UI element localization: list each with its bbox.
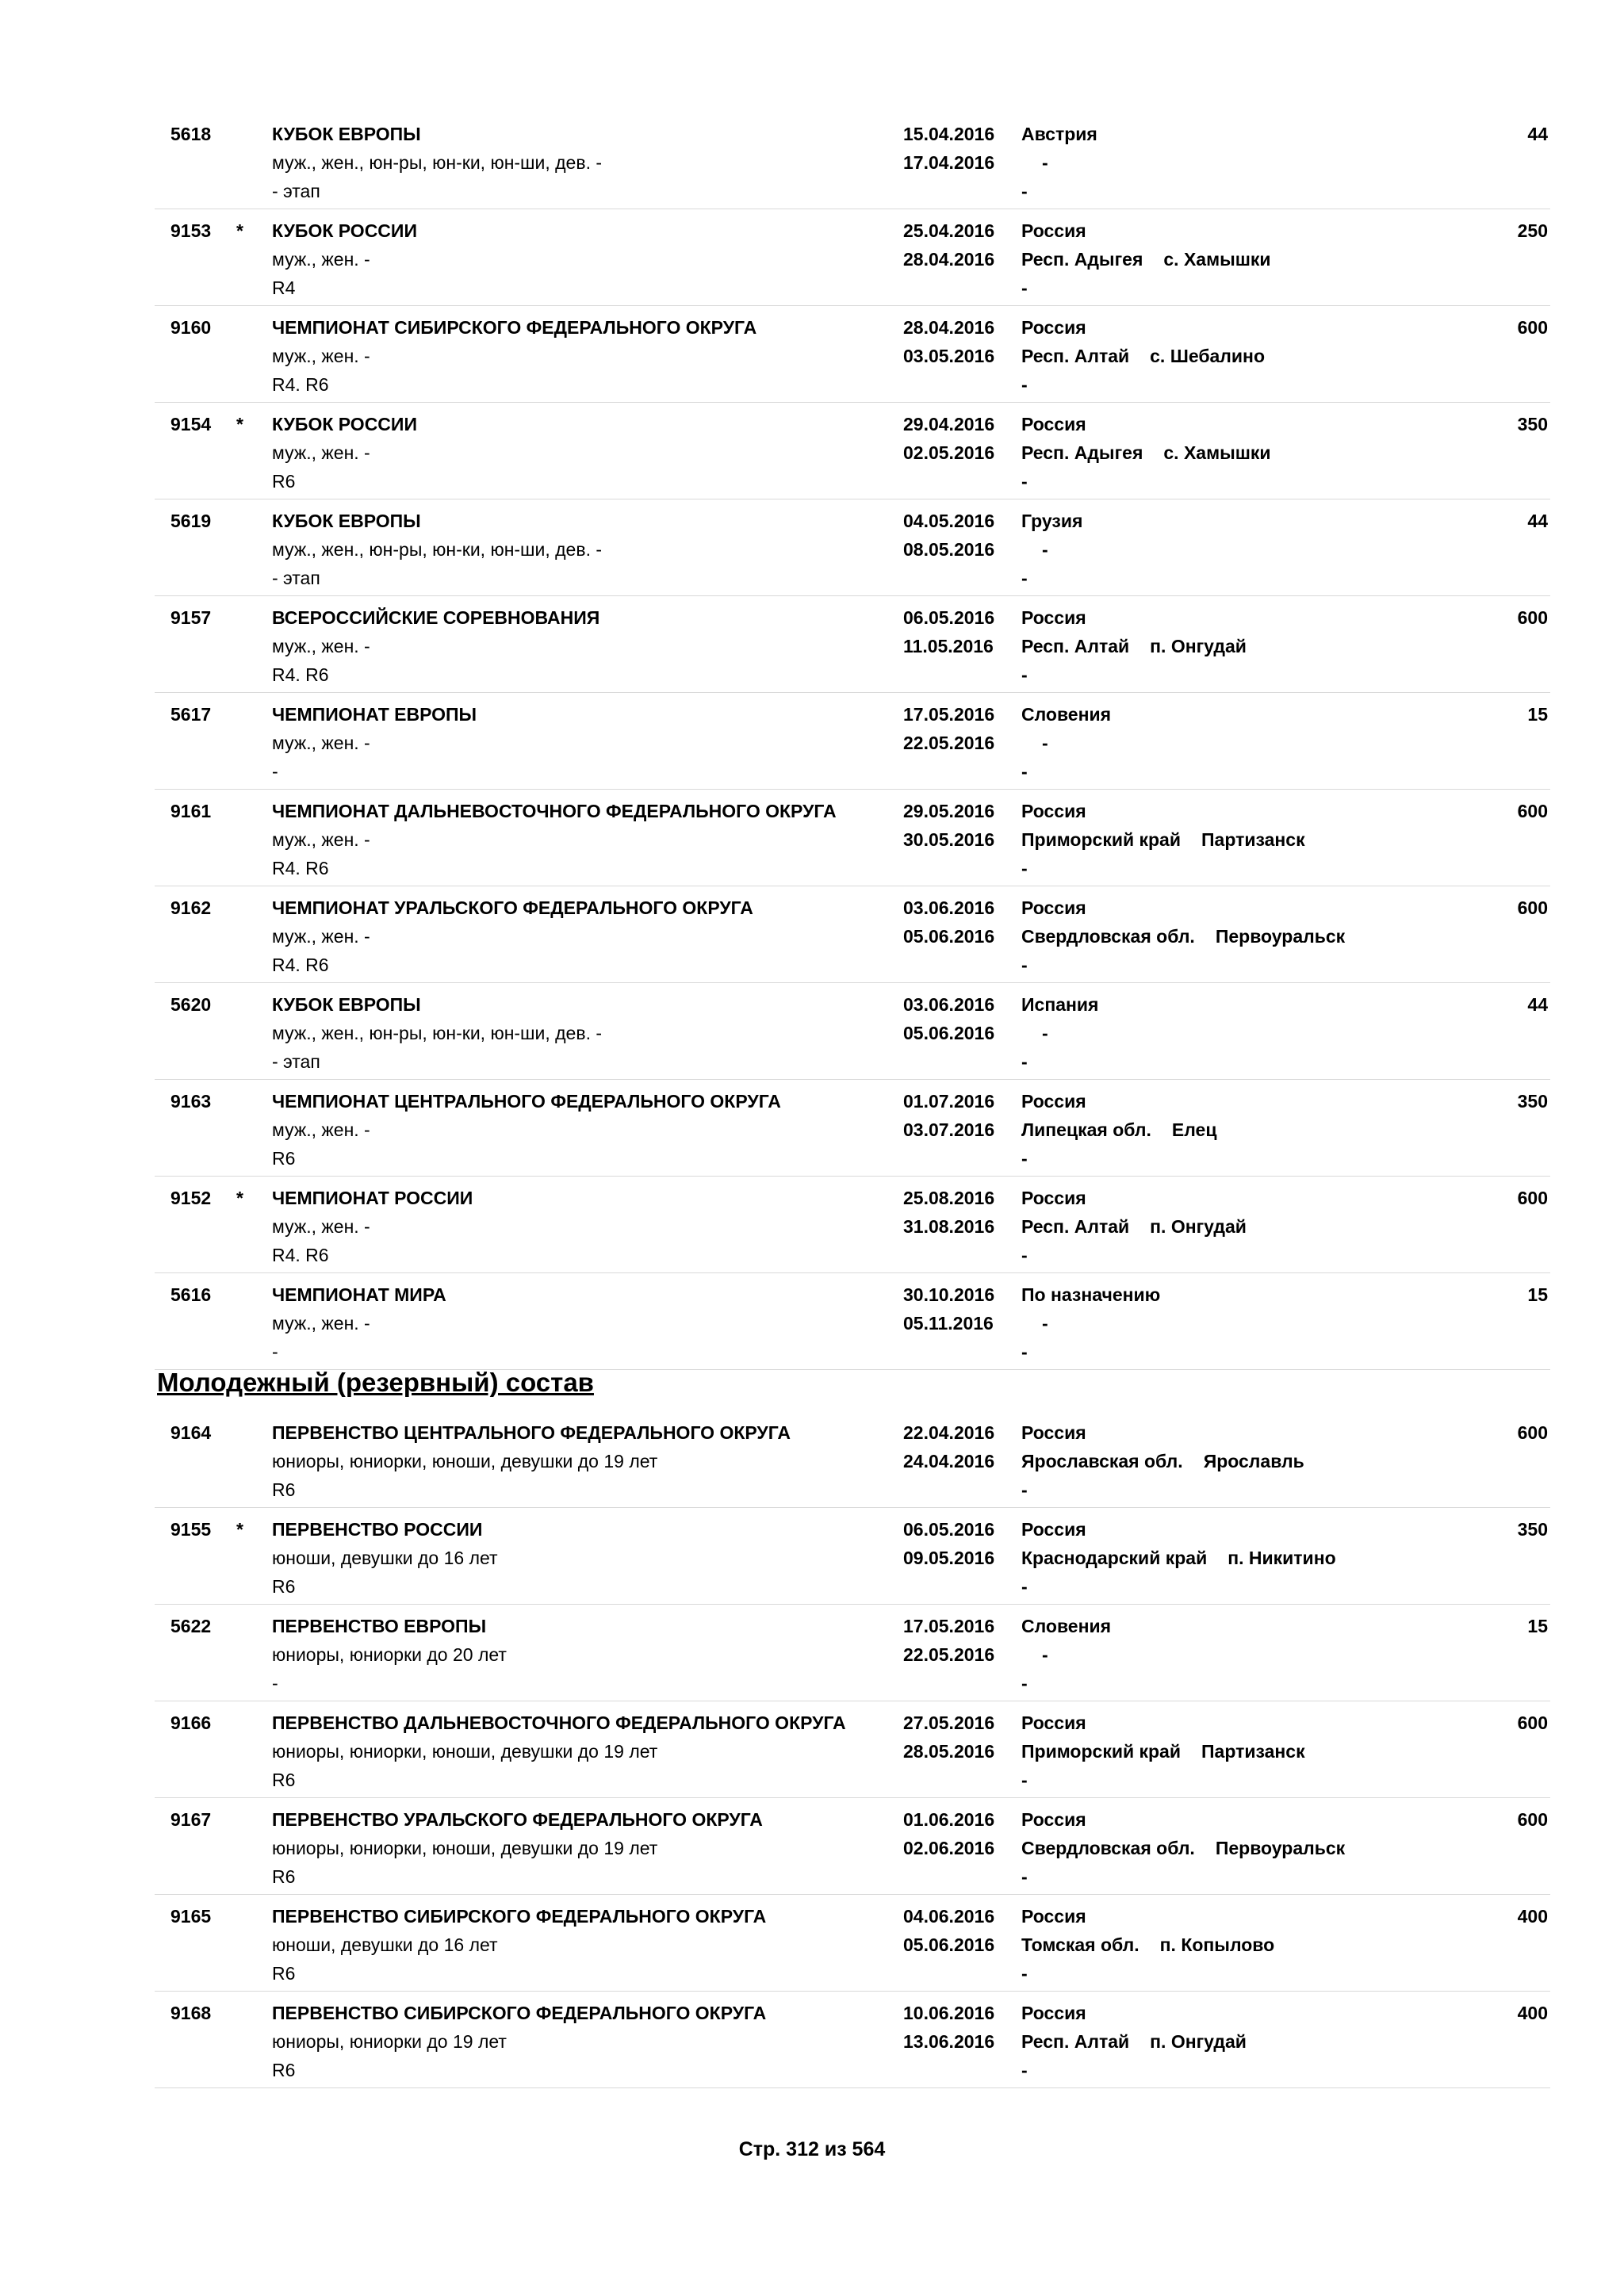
- event-city: Ярославль: [1203, 1451, 1304, 1471]
- event-note: -: [272, 761, 278, 782]
- event-title: КУБОК РОССИИ: [272, 414, 417, 434]
- event-city: Елец: [1171, 1119, 1217, 1140]
- event-note: R4. R6: [272, 664, 329, 685]
- event-date-to: 09.05.2016: [903, 1548, 995, 1568]
- event-participants: муж., жен. -: [272, 249, 370, 270]
- event-city: п. Копылово: [1159, 1934, 1275, 1955]
- event-country: Россия: [1021, 801, 1086, 821]
- event-place-dash: -: [1021, 1341, 1028, 1362]
- event-country: Россия: [1021, 220, 1086, 241]
- event-date-from: 06.05.2016: [903, 607, 995, 628]
- event-title: ЧЕМПИОНАТ РОССИИ: [272, 1188, 473, 1208]
- event-participant-count: 600: [1517, 1712, 1548, 1733]
- event-location: [1021, 926, 1345, 947]
- event-region: Свердловская обл.: [1021, 926, 1195, 947]
- event-participant-count: 600: [1517, 1188, 1548, 1208]
- event-country: Россия: [1021, 1712, 1086, 1733]
- event-date-to: 03.07.2016: [903, 1119, 995, 1140]
- event-code: 9154: [170, 414, 212, 434]
- event-star-marker: *: [236, 414, 243, 434]
- event-region: -: [1042, 539, 1048, 560]
- event-code: 9153: [170, 220, 212, 241]
- event-participant-count: 350: [1517, 414, 1548, 434]
- event-note: R6: [272, 1576, 296, 1597]
- event-date-from: 22.04.2016: [903, 1422, 995, 1443]
- event-date-from: 17.05.2016: [903, 704, 995, 725]
- event-title: ПЕРВЕНСТВО УРАЛЬСКОГО ФЕДЕРАЛЬНОГО ОКРУГА: [272, 1809, 763, 1830]
- event-date-from: 25.04.2016: [903, 220, 995, 241]
- event-country: Россия: [1021, 1091, 1086, 1112]
- event-participants: муж., жен. -: [272, 442, 370, 463]
- event-location: [1021, 1838, 1345, 1859]
- event-entry: [155, 1798, 1550, 1895]
- event-location: [1021, 346, 1265, 367]
- event-date-to: 30.05.2016: [903, 829, 995, 850]
- event-code: 9163: [170, 1091, 212, 1112]
- event-region: -: [1042, 1644, 1048, 1665]
- event-location: [1021, 636, 1247, 657]
- event-place-dash: -: [1021, 955, 1028, 975]
- event-participants: муж., жен. -: [272, 926, 370, 947]
- event-date-to: 05.06.2016: [903, 926, 995, 947]
- event-location: [1021, 152, 1069, 174]
- section-heading-youth: Молодежный (резервный) состав: [157, 1368, 594, 1397]
- event-title: ПЕРВЕНСТВО ЦЕНТРАЛЬНОГО ФЕДЕРАЛЬНОГО ОКРУГА: [272, 1422, 791, 1443]
- event-region: -: [1042, 1313, 1048, 1334]
- event-participant-count: 350: [1517, 1091, 1548, 1112]
- event-location: [1021, 1451, 1304, 1472]
- event-region: Краснодарский край: [1021, 1548, 1208, 1568]
- event-note: R6: [272, 1770, 296, 1790]
- event-participant-count: 15: [1527, 1616, 1548, 1636]
- event-city: с. Хамышки: [1163, 249, 1271, 270]
- event-participants: юниоры, юниорки до 20 лет: [272, 1644, 507, 1665]
- event-region: Респ. Алтай: [1021, 1216, 1130, 1237]
- page-footer: Стр. 312 из 564: [738, 2138, 886, 2160]
- event-note: R4. R6: [272, 1245, 329, 1265]
- event-entry: [155, 1080, 1550, 1177]
- event-note: R6: [272, 1148, 296, 1169]
- event-participants: юниоры, юниорки, юноши, девушки до 19 лет: [272, 1451, 658, 1471]
- event-participant-count: 600: [1517, 801, 1548, 821]
- event-note: R6: [272, 1479, 296, 1500]
- event-title: ПЕРВЕНСТВО ДАЛЬНЕВОСТОЧНОГО ФЕДЕРАЛЬНОГО ОКРУГА: [272, 1712, 846, 1733]
- event-title: ВСЕРОССИЙСКИЕ СОРЕВНОВАНИЯ: [272, 607, 600, 628]
- event-city: с. Шебалино: [1150, 346, 1266, 366]
- event-entry: [155, 1605, 1550, 1701]
- event-code: 5617: [170, 704, 212, 725]
- event-date-from: 04.06.2016: [903, 1906, 995, 1927]
- event-date-to: 31.08.2016: [903, 1216, 995, 1237]
- event-region: Респ. Алтай: [1021, 2031, 1130, 2052]
- event-date-to: 17.04.2016: [903, 152, 995, 173]
- event-code: 9160: [170, 317, 212, 338]
- event-location: [1021, 2031, 1247, 2053]
- event-participant-count: 600: [1517, 897, 1548, 918]
- event-note: R4. R6: [272, 858, 329, 878]
- event-region: Приморский край: [1021, 1741, 1181, 1762]
- event-region: Липецкая обл.: [1021, 1119, 1151, 1140]
- event-participant-count: 400: [1517, 2003, 1548, 2023]
- event-date-to: 02.06.2016: [903, 1838, 995, 1858]
- event-participants: юноши, девушки до 16 лет: [272, 1934, 498, 1955]
- event-date-from: 10.06.2016: [903, 2003, 995, 2023]
- event-country: По назначению: [1021, 1284, 1161, 1305]
- event-region: -: [1042, 733, 1048, 753]
- event-note: R6: [272, 1866, 296, 1887]
- event-city: п. Никитино: [1228, 1548, 1336, 1568]
- event-participants: юниоры, юниорки, юноши, девушки до 19 лет: [272, 1741, 658, 1762]
- event-code: 9162: [170, 897, 212, 918]
- event-location: [1021, 442, 1271, 464]
- event-date-to: 28.04.2016: [903, 249, 995, 270]
- event-place-dash: -: [1021, 1866, 1028, 1887]
- event-date-from: 15.04.2016: [903, 124, 995, 144]
- event-title: ЧЕМПИОНАТ УРАЛЬСКОГО ФЕДЕРАЛЬНОГО ОКРУГА: [272, 897, 753, 918]
- event-date-to: 02.05.2016: [903, 442, 995, 463]
- event-region: -: [1042, 1023, 1048, 1043]
- event-title: ЧЕМПИОНАТ СИБИРСКОГО ФЕДЕРАЛЬНОГО ОКРУГА: [272, 317, 757, 338]
- event-country: Словения: [1021, 704, 1112, 725]
- event-date-from: 28.04.2016: [903, 317, 995, 338]
- event-participant-count: 600: [1517, 317, 1548, 338]
- event-date-from: 29.05.2016: [903, 801, 995, 821]
- event-date-to: 28.05.2016: [903, 1741, 995, 1762]
- event-location: [1021, 249, 1271, 270]
- event-code: 9167: [170, 1809, 212, 1830]
- event-entry: [155, 306, 1550, 403]
- event-participant-count: 15: [1527, 1284, 1548, 1305]
- event-country: Грузия: [1021, 511, 1083, 531]
- event-title: ЧЕМПИОНАТ ЦЕНТРАЛЬНОГО ФЕДЕРАЛЬНОГО ОКРУГА: [272, 1091, 781, 1112]
- event-title: ПЕРВЕНСТВО СИБИРСКОГО ФЕДЕРАЛЬНОГО ОКРУГА: [272, 2003, 767, 2023]
- event-participants: муж., жен., юн-ры, юн-ки, юн-ши, дев. -: [272, 152, 603, 173]
- event-date-to: 05.06.2016: [903, 1023, 995, 1043]
- event-city: Партизанск: [1201, 1741, 1305, 1762]
- event-code: 9157: [170, 607, 212, 628]
- event-date-from: 17.05.2016: [903, 1616, 995, 1636]
- event-place-dash: -: [1021, 2060, 1028, 2080]
- event-place-dash: -: [1021, 471, 1028, 492]
- event-title: ЧЕМПИОНАТ ЕВРОПЫ: [272, 704, 477, 725]
- event-place-dash: -: [1021, 1148, 1028, 1169]
- event-code: 9161: [170, 801, 212, 821]
- event-title: ПЕРВЕНСТВО РОССИИ: [272, 1519, 483, 1540]
- event-location: [1021, 1216, 1247, 1238]
- event-participant-count: 600: [1517, 1809, 1548, 1830]
- event-date-from: 29.04.2016: [903, 414, 995, 434]
- event-participants: муж., жен. -: [272, 636, 370, 656]
- event-location: [1021, 1644, 1069, 1666]
- event-participants: юноши, девушки до 16 лет: [272, 1548, 498, 1568]
- event-participant-count: 44: [1527, 511, 1548, 531]
- event-code: 9168: [170, 2003, 212, 2023]
- event-city: п. Онгудай: [1150, 2031, 1247, 2052]
- event-title: КУБОК ЕВРОПЫ: [272, 124, 421, 144]
- event-star-marker: *: [236, 1188, 243, 1208]
- event-place-dash: -: [1021, 1245, 1028, 1265]
- event-entry: [155, 403, 1550, 499]
- event-region: Ярославская обл.: [1021, 1451, 1183, 1471]
- event-note: -: [272, 1341, 278, 1362]
- event-country: Россия: [1021, 317, 1086, 338]
- event-note: - этап: [272, 1051, 320, 1072]
- event-location: [1021, 1548, 1336, 1569]
- event-location: [1021, 539, 1069, 561]
- event-title: ПЕРВЕНСТВО ЕВРОПЫ: [272, 1616, 487, 1636]
- event-city: п. Онгудай: [1150, 1216, 1247, 1237]
- event-star-marker: *: [236, 1519, 243, 1540]
- event-place-dash: -: [1021, 664, 1028, 685]
- event-code: 5616: [170, 1284, 212, 1305]
- events-list-youth: [155, 1411, 1550, 2088]
- event-note: R4: [272, 277, 296, 298]
- event-note: -: [272, 1673, 278, 1693]
- event-entry: [155, 113, 1550, 209]
- event-location: [1021, 1934, 1274, 1956]
- event-participant-count: 250: [1517, 220, 1548, 241]
- event-title: ЧЕМПИОНАТ МИРА: [272, 1284, 446, 1305]
- event-place-dash: -: [1021, 1770, 1028, 1790]
- event-place-dash: -: [1021, 1963, 1028, 1984]
- event-date-from: 30.10.2016: [903, 1284, 995, 1305]
- event-country: Россия: [1021, 1906, 1086, 1927]
- event-country: Россия: [1021, 1188, 1086, 1208]
- event-note: - этап: [272, 568, 320, 588]
- event-place-dash: -: [1021, 568, 1028, 588]
- event-code: 9165: [170, 1906, 212, 1927]
- event-participants: муж., жен. -: [272, 1313, 370, 1334]
- event-date-to: 11.05.2016: [903, 636, 994, 656]
- event-entry: [155, 693, 1550, 790]
- event-participant-count: 15: [1527, 704, 1548, 725]
- event-country: Австрия: [1021, 124, 1097, 144]
- event-location: [1021, 829, 1305, 851]
- event-entry: [155, 886, 1550, 983]
- event-entry: [155, 1411, 1550, 1508]
- event-code: 5618: [170, 124, 212, 144]
- event-participants: муж., жен. -: [272, 1216, 370, 1237]
- event-entry: [155, 983, 1550, 1080]
- event-note: R6: [272, 1963, 296, 1984]
- event-date-to: 22.05.2016: [903, 1644, 995, 1665]
- event-entry: [155, 1992, 1550, 2088]
- event-code: 9155: [170, 1519, 212, 1540]
- event-region: Томская обл.: [1021, 1934, 1139, 1955]
- event-city: п. Онгудай: [1150, 636, 1247, 656]
- event-region: Респ. Алтай: [1021, 346, 1130, 366]
- event-participants: юниоры, юниорки, юноши, девушки до 19 лет: [272, 1838, 658, 1858]
- event-region: Респ. Адыгея: [1021, 442, 1143, 463]
- event-entry: [155, 209, 1550, 306]
- event-place-dash: -: [1021, 1673, 1028, 1693]
- event-location: [1021, 1119, 1217, 1141]
- event-participant-count: 600: [1517, 1422, 1548, 1443]
- event-code: 5622: [170, 1616, 212, 1636]
- event-place-dash: -: [1021, 1576, 1028, 1597]
- event-date-to: 05.11.2016: [903, 1313, 994, 1334]
- event-date-from: 01.07.2016: [903, 1091, 995, 1112]
- event-entry: [155, 499, 1550, 596]
- event-participant-count: 350: [1517, 1519, 1548, 1540]
- event-country: Словения: [1021, 1616, 1112, 1636]
- event-place-dash: -: [1021, 277, 1028, 298]
- event-location: [1021, 1741, 1305, 1762]
- event-title: КУБОК РОССИИ: [272, 220, 417, 241]
- event-region: Респ. Алтай: [1021, 636, 1130, 656]
- event-place-dash: -: [1021, 374, 1028, 395]
- event-place-dash: -: [1021, 1479, 1028, 1500]
- event-code: 5619: [170, 511, 212, 531]
- event-date-to: 24.04.2016: [903, 1451, 995, 1471]
- event-title: КУБОК ЕВРОПЫ: [272, 511, 421, 531]
- event-date-from: 06.05.2016: [903, 1519, 995, 1540]
- event-note: - этап: [272, 181, 320, 201]
- event-note: R6: [272, 471, 296, 492]
- event-participants: муж., жен., юн-ры, юн-ки, юн-ши, дев. -: [272, 1023, 603, 1043]
- event-date-to: 03.05.2016: [903, 346, 995, 366]
- event-place-dash: -: [1021, 1051, 1028, 1072]
- event-note: R4. R6: [272, 374, 329, 395]
- event-region: -: [1042, 152, 1048, 173]
- event-city: Первоуральск: [1215, 926, 1346, 947]
- event-region: Респ. Адыгея: [1021, 249, 1143, 270]
- event-country: Испания: [1021, 994, 1099, 1015]
- event-date-from: 01.06.2016: [903, 1809, 995, 1830]
- event-title: КУБОК ЕВРОПЫ: [272, 994, 421, 1015]
- event-code: 9164: [170, 1422, 212, 1443]
- event-participants: муж., жен. -: [272, 346, 370, 366]
- event-title: ЧЕМПИОНАТ ДАЛЬНЕВОСТОЧНОГО ФЕДЕРАЛЬНОГО ОКРУГА: [272, 801, 837, 821]
- event-date-to: 08.05.2016: [903, 539, 995, 560]
- event-country: Россия: [1021, 414, 1086, 434]
- event-participants: юниоры, юниорки до 19 лет: [272, 2031, 507, 2052]
- event-country: Россия: [1021, 607, 1086, 628]
- event-place-dash: -: [1021, 761, 1028, 782]
- event-participant-count: 400: [1517, 1906, 1548, 1927]
- event-location: [1021, 1023, 1069, 1044]
- event-location: [1021, 733, 1069, 754]
- event-participants: муж., жен., юн-ры, юн-ки, юн-ши, дев. -: [272, 539, 603, 560]
- events-list-main: [155, 113, 1550, 1370]
- event-region: Приморский край: [1021, 829, 1181, 850]
- event-date-from: 03.06.2016: [903, 897, 995, 918]
- event-title: ПЕРВЕНСТВО СИБИРСКОГО ФЕДЕРАЛЬНОГО ОКРУГА: [272, 1906, 767, 1927]
- event-note: R6: [272, 2060, 296, 2080]
- event-place-dash: -: [1021, 181, 1028, 201]
- event-location: [1021, 1313, 1069, 1334]
- event-code: 9166: [170, 1712, 212, 1733]
- event-participants: муж., жен. -: [272, 1119, 370, 1140]
- event-date-from: 04.05.2016: [903, 511, 995, 531]
- event-participant-count: 44: [1527, 124, 1548, 144]
- event-country: Россия: [1021, 897, 1086, 918]
- event-country: Россия: [1021, 1422, 1086, 1443]
- event-participants: муж., жен. -: [272, 829, 370, 850]
- event-region: Свердловская обл.: [1021, 1838, 1195, 1858]
- event-entry: [155, 1895, 1550, 1992]
- event-entry: [155, 1177, 1550, 1273]
- event-city: Первоуральск: [1215, 1838, 1346, 1858]
- event-place-dash: -: [1021, 858, 1028, 878]
- event-country: Россия: [1021, 1519, 1086, 1540]
- event-entry: [155, 790, 1550, 886]
- event-date-to: 05.06.2016: [903, 1934, 995, 1955]
- event-date-from: 25.08.2016: [903, 1188, 995, 1208]
- event-entry: [155, 1273, 1550, 1370]
- event-entry: [155, 1508, 1550, 1605]
- event-code: 9152: [170, 1188, 212, 1208]
- event-participant-count: 44: [1527, 994, 1548, 1015]
- event-date-to: 22.05.2016: [903, 733, 995, 753]
- event-participant-count: 600: [1517, 607, 1548, 628]
- event-country: Россия: [1021, 2003, 1086, 2023]
- event-date-from: 03.06.2016: [903, 994, 995, 1015]
- event-star-marker: *: [236, 220, 243, 241]
- event-participants: муж., жен. -: [272, 733, 370, 753]
- event-city: с. Хамышки: [1163, 442, 1271, 463]
- event-city: Партизанск: [1201, 829, 1305, 850]
- event-date-to: 13.06.2016: [903, 2031, 995, 2052]
- event-note: R4. R6: [272, 955, 329, 975]
- event-country: Россия: [1021, 1809, 1086, 1830]
- event-entry: [155, 596, 1550, 693]
- event-code: 5620: [170, 994, 212, 1015]
- event-date-from: 27.05.2016: [903, 1712, 995, 1733]
- event-entry: [155, 1701, 1550, 1798]
